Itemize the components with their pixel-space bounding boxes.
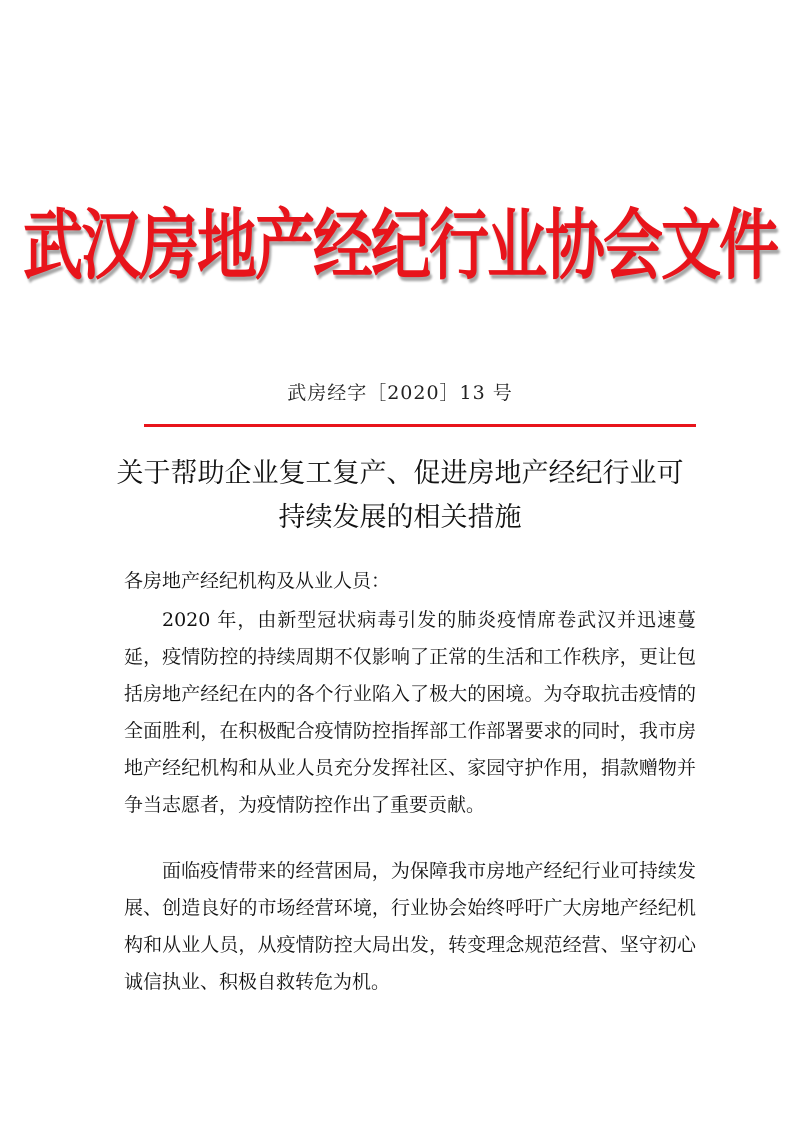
body-paragraph-2: 面临疫情带来的经营困局，为保障我市房地产经纪行业可持续发展、创造良好的市场经营环境，行业协会始终呼吁广大房地产经纪机构和从业人员，从疫情防控大局出发，转变理念规范经营、坚守初心诚信执业、积极自救转危为机。: [124, 860, 696, 993]
document-title: 关于帮助企业复工复产、促进房地产经纪行业可持续发展的相关措施: [116, 458, 684, 533]
body-paragraph-1: 2020 年，由新型冠状病毒引发的肺炎疫情席卷武汉并迅速蔓延，疫情防控的持续周期不仅影响了正常的生活和工作秩序，更让包括房地产经纪在内的各个行业陷入了极大的困境。为夺取抗击疫情的全面胜利，在积极配合疫情防控指挥部工作部署要求的同时，我市房地产经纪机构和从业人员充分发挥社区、家园守护作用，捐款赠物并争当志愿者，为疫情防控作出了重要贡献。: [124, 609, 696, 816]
document-number: 武房经字［2020］13 号: [287, 382, 513, 404]
masthead-title: 武汉房地产经纪行业协会文件: [23, 201, 777, 292]
red-divider-rule: [144, 424, 696, 427]
salutation: 各房地产经纪机构及从业人员：: [124, 570, 391, 592]
